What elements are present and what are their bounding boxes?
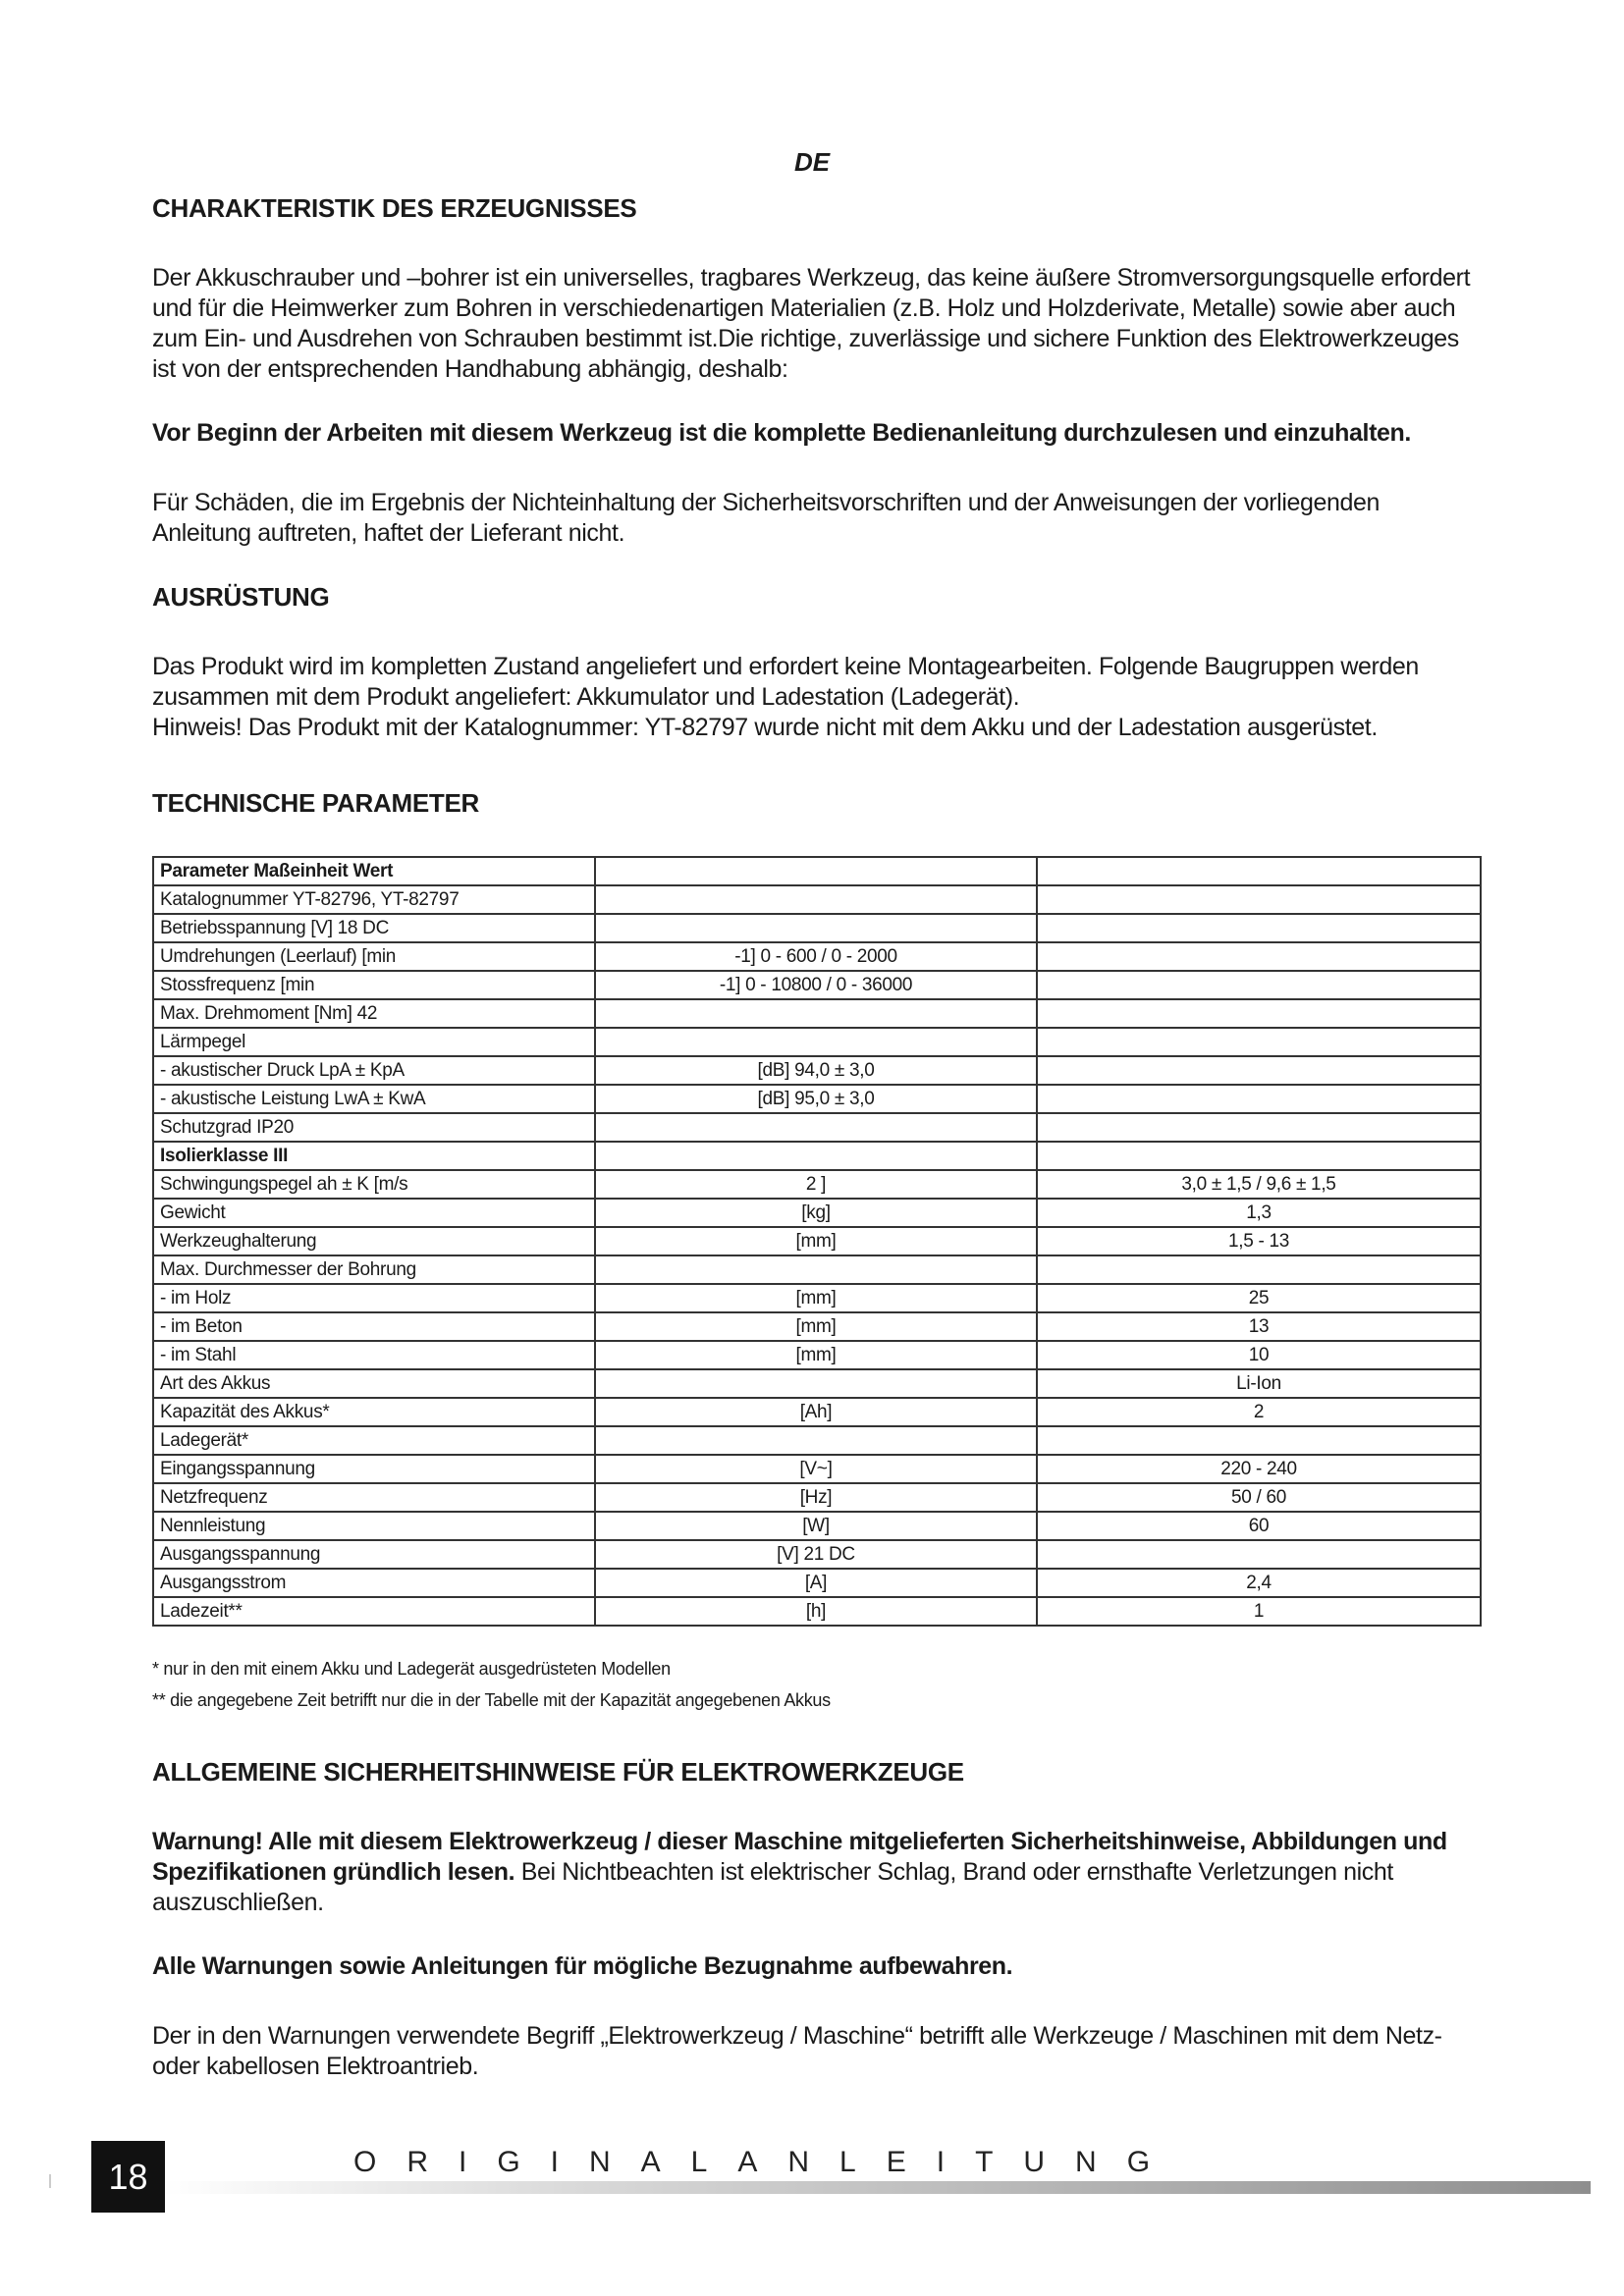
param-value: 1,5 - 13 [1037, 1227, 1481, 1255]
param-unit: [Ah] [595, 1398, 1037, 1426]
param-unit: [Hz] [595, 1483, 1037, 1512]
table-row [153, 1170, 1481, 1199]
param-unit: [h] [595, 1597, 1037, 1626]
param-name: - im Stahl [153, 1341, 595, 1369]
param-unit [595, 914, 1037, 942]
param-value [1037, 1056, 1481, 1085]
table-row [153, 999, 1481, 1028]
param-name: Lärmpegel [153, 1028, 595, 1056]
table-row [153, 1512, 1481, 1540]
equipment-paragraph: Das Produkt wird im kompletten Zustand angeliefert und erfordert keine Montagearbeiten. Folgende Baugruppen werden zusammen mit dem Produkt angeliefert: Akkumulator und Ladestation (Ladegerät). [152, 653, 1419, 711]
param-value [1037, 1426, 1481, 1455]
table-row [153, 1540, 1481, 1569]
table-row [153, 1341, 1481, 1369]
param-unit: [V~] [595, 1455, 1037, 1483]
table-row [153, 1085, 1481, 1113]
table-row [153, 857, 1481, 885]
param-name: Ladezeit** [153, 1597, 595, 1626]
param-unit: [W] [595, 1512, 1037, 1540]
table-row [153, 885, 1481, 914]
param-name: Max. Drehmoment [Nm] 42 [153, 999, 595, 1028]
table-row [153, 1569, 1481, 1597]
footer-gradient-bar [162, 2181, 1591, 2194]
param-value: 220 - 240 [1037, 1455, 1481, 1483]
param-unit [595, 1255, 1037, 1284]
param-value: Li-Ion [1037, 1369, 1481, 1398]
footer-label: ORIGINALANLEITUNG [353, 2146, 1181, 2178]
content-area [152, 193, 1480, 2082]
table-row [153, 1455, 1481, 1483]
param-name: Ausgangsstrom [153, 1569, 595, 1597]
param-name: Netzfrequenz [153, 1483, 595, 1512]
param-name: Max. Durchmesser der Bohrung [153, 1255, 595, 1284]
page-number: 18 [91, 2141, 165, 2213]
param-name: Parameter Maßeinheit Wert [153, 857, 595, 885]
safety-warning-bold: Warnung! Alle mit diesem Elektrowerkzeug / dieser Maschine mitgelieferten Sicherheitshinweise, Abbildungen und Spezifikationen gründlich lesen. [152, 1828, 1447, 1886]
table-row [153, 1028, 1481, 1056]
param-name: Eingangsspannung [153, 1455, 595, 1483]
param-value: 50 / 60 [1037, 1483, 1481, 1512]
param-name: Ladegerät* [153, 1426, 595, 1455]
param-unit: [dB] 95,0 ± 3,0 [595, 1085, 1037, 1113]
param-unit [595, 1426, 1037, 1455]
param-name: Nennleistung [153, 1512, 595, 1540]
table-row [153, 914, 1481, 942]
param-name: Schutzgrad IP20 [153, 1113, 595, 1142]
param-unit [595, 885, 1037, 914]
equipment-note: Hinweis! Das Produkt mit der Katalognummer: YT-82797 wurde nicht mit dem Akku und der Ladestation ausgerüstet. [152, 714, 1378, 741]
param-name: Betriebsspannung [V] 18 DC [153, 914, 595, 942]
param-unit: [A] [595, 1569, 1037, 1597]
param-name: Katalognummer YT-82796, YT-82797 [153, 885, 595, 914]
param-unit: -1] 0 - 600 / 0 - 2000 [595, 942, 1037, 971]
param-name: Gewicht [153, 1199, 595, 1227]
param-value: 10 [1037, 1341, 1481, 1369]
param-name: - akustische Leistung LwA ± KwA [153, 1085, 595, 1113]
param-value [1037, 1142, 1481, 1170]
param-unit: [dB] 94,0 ± 3,0 [595, 1056, 1037, 1085]
characteristics-paragraph: Der Akkuschrauber und –bohrer ist ein universelles, tragbares Werkzeug, das keine äußere Stromversorgungsquelle erfordert und für die Heimwerker zum Bohren in verschiedenartigen Materialien (z.B. Holz und Holzderivate, Metalle) sowie aber auch zum Ein- und Ausdrehen von Schrauben bestimmt ist.Die richtige, zuverlässige und sichere Funktion des Elektrowerkzeuges ist von der entsprechenden Handhabung abhängig, deshalb: [152, 264, 1471, 383]
footnote-battery-models: * nur in den mit einem Akku und Ladegerät ausgedrüsteten Modellen [152, 1659, 671, 1679]
param-name: Umdrehungen (Leerlauf) [min [153, 942, 595, 971]
section-title-characteristics: CHARAKTERISTIK DES ERZEUGNISSES [152, 193, 637, 223]
table-row [153, 1398, 1481, 1426]
table-row [153, 942, 1481, 971]
param-value [1037, 1540, 1481, 1569]
warning-read-manual: Vor Beginn der Arbeiten mit diesem Werkzeug ist die komplette Bedienanleitung durchzulesen und einzuhalten. [152, 419, 1411, 447]
param-value [1037, 971, 1481, 999]
param-value [1037, 1113, 1481, 1142]
param-value [1037, 1028, 1481, 1056]
section-title-safety: ALLGEMEINE SICHERHEITSHINWEISE FÜR ELEKTROWERKZEUGE [152, 1757, 964, 1787]
param-value [1037, 885, 1481, 914]
param-unit: 2 ] [595, 1170, 1037, 1199]
param-unit: [mm] [595, 1284, 1037, 1312]
footnote-charging-time: ** die angegebene Zeit betrifft nur die in der Tabelle mit der Kapazität angegebenen Akkus [152, 1690, 831, 1710]
param-unit [595, 1142, 1037, 1170]
param-value: 2,4 [1037, 1569, 1481, 1597]
param-unit [595, 1113, 1037, 1142]
param-value: 1 [1037, 1597, 1481, 1626]
param-value [1037, 857, 1481, 885]
param-value [1037, 942, 1481, 971]
param-value [1037, 999, 1481, 1028]
param-unit [595, 999, 1037, 1028]
table-row [153, 1199, 1481, 1227]
param-name: Werkzeughalterung [153, 1227, 595, 1255]
table-row [153, 1369, 1481, 1398]
table-row [153, 1284, 1481, 1312]
param-unit: [kg] [595, 1199, 1037, 1227]
param-value [1037, 914, 1481, 942]
param-value: 1,3 [1037, 1199, 1481, 1227]
param-unit: [mm] [595, 1312, 1037, 1341]
safety-warning-paragraph [152, 1827, 1480, 1918]
param-value [1037, 1255, 1481, 1284]
table-row [153, 1056, 1481, 1085]
table-row [153, 971, 1481, 999]
param-name: - akustischer Druck LpA ± KpA [153, 1056, 595, 1085]
param-name: Schwingungspegel ah ± K [m/s [153, 1170, 595, 1199]
table-row [153, 1426, 1481, 1455]
param-unit: [mm] [595, 1227, 1037, 1255]
param-name: Stossfrequenz [min [153, 971, 595, 999]
param-value [1037, 1085, 1481, 1113]
liability-paragraph: Für Schäden, die im Ergebnis der Nichteinhaltung der Sicherheitsvorschriften und der Anweisungen der vorliegenden Anleitung auftreten, haftet der Lieferant nicht. [152, 489, 1380, 547]
param-name: - im Holz [153, 1284, 595, 1312]
section-title-technical: TECHNISCHE PARAMETER [152, 788, 479, 818]
param-name: Isolierklasse III [153, 1142, 595, 1170]
param-value: 13 [1037, 1312, 1481, 1341]
keep-warnings-paragraph: Alle Warnungen sowie Anleitungen für mögliche Bezugnahme aufbewahren. [152, 1952, 1013, 1980]
table-row [153, 1113, 1481, 1142]
table-row [153, 1312, 1481, 1341]
term-definition-paragraph: Der in den Warnungen verwendete Begriff „Elektrowerkzeug / Maschine“ betrifft alle Werkzeuge / Maschinen mit dem Netz- oder kabellosen Elektroantrieb. [152, 2022, 1442, 2080]
table-row [153, 1227, 1481, 1255]
table-body [153, 857, 1481, 1626]
margin-mark [49, 2174, 51, 2188]
param-unit [595, 857, 1037, 885]
param-name: Art des Akkus [153, 1369, 595, 1398]
param-name: Kapazität des Akkus* [153, 1398, 595, 1426]
param-name: - im Beton [153, 1312, 595, 1341]
table-row [153, 1255, 1481, 1284]
safety-warning-rest: Bei Nichtbeachten ist elektrischer Schlag, Brand oder ernsthafte Verletzungen nicht auszuschließen. [152, 1858, 1393, 1916]
param-value: 2 [1037, 1398, 1481, 1426]
param-value: 25 [1037, 1284, 1481, 1312]
table-row [153, 1142, 1481, 1170]
param-name: Ausgangsspannung [153, 1540, 595, 1569]
param-unit: [mm] [595, 1341, 1037, 1369]
param-unit: [V] 21 DC [595, 1540, 1037, 1569]
param-unit [595, 1028, 1037, 1056]
section-title-equipment: AUSRÜSTUNG [152, 582, 330, 612]
param-value: 60 [1037, 1512, 1481, 1540]
param-value: 3,0 ± 1,5 / 9,6 ± 1,5 [1037, 1170, 1481, 1199]
language-code: DE [793, 147, 831, 177]
table-row [153, 1483, 1481, 1512]
param-unit: -1] 0 - 10800 / 0 - 36000 [595, 971, 1037, 999]
table-row [153, 1597, 1481, 1626]
param-unit [595, 1369, 1037, 1398]
technical-parameters-table [152, 856, 1482, 1627]
